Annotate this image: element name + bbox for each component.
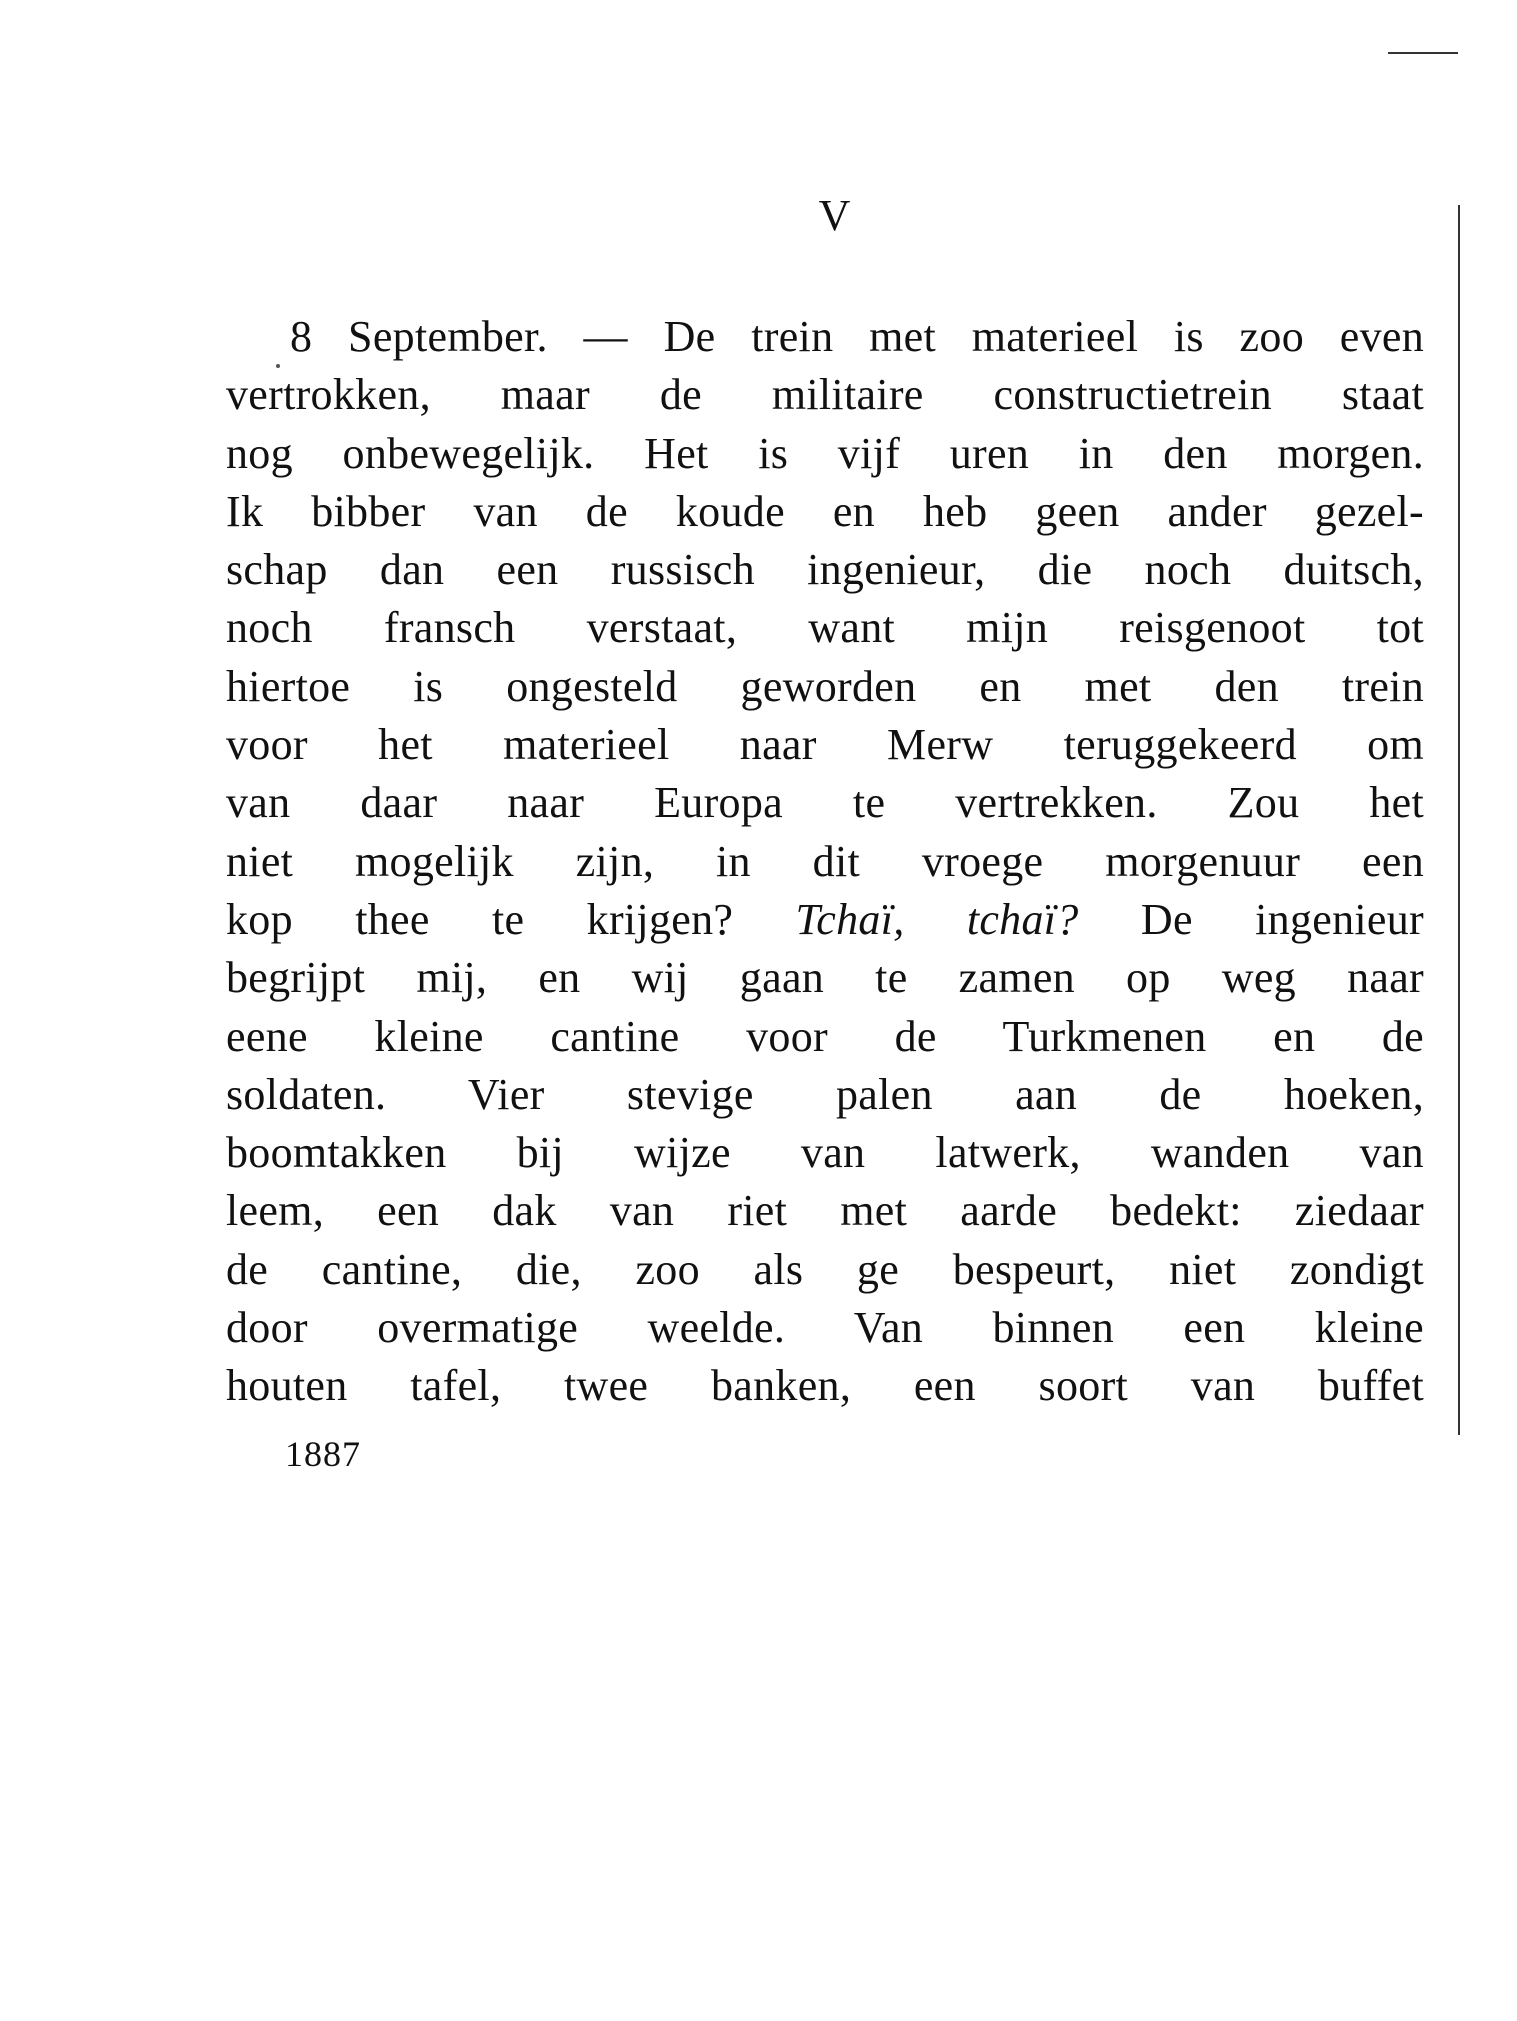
text-line: Ik bibber van de koude en heb geen ander gezel-: [226, 486, 1424, 536]
text-line: door overmatige weelde. Van binnen een kleine: [226, 1303, 1424, 1353]
text-line: soldaten. Vier stevige palen aan de hoeken,: [226, 1069, 1424, 1119]
text-line: van daar naar Europa te vertrekken. Zou het: [226, 778, 1424, 828]
text-line: boomtakken bij wijze van latwerk, wanden van: [226, 1128, 1424, 1178]
text-line: niet mogelijk zijn, in dit vroege morgenuur een: [226, 836, 1424, 886]
text-line: 8 September. — De trein met materieel is zoo even: [290, 312, 1424, 361]
chapter-heading: V: [818, 191, 852, 240]
text-line: hiertoe is ongesteld geworden en met den trein: [226, 661, 1424, 711]
text-segment: De ingenieur: [1078, 894, 1424, 944]
italic-exclamation: Tchaï, tchaï?: [795, 894, 1079, 944]
printer-signature-mark: 1887: [285, 1434, 361, 1474]
text-segment: kop thee te krijgen?: [226, 894, 796, 944]
text-line: begrijpt mij, en wij gaan te zamen op weg naar: [226, 953, 1424, 1003]
right-margin-rule: [1458, 205, 1460, 1435]
text-line: de cantine, die, zoo als ge bespeurt, niet zondigt: [226, 1244, 1424, 1294]
text-line-with-italic: [226, 891, 1424, 949]
text-line: voor het materieel naar Merw teruggekeerd om: [226, 720, 1424, 770]
text-line: nog onbewegelijk. Het is vijf uren in den morgen.: [226, 428, 1424, 478]
text-line: noch fransch verstaat, want mijn reisgenoot tot: [226, 603, 1424, 653]
text-line: eene kleine cantine voor de Turkmenen en de: [226, 1011, 1424, 1061]
body-text: [226, 308, 1424, 1416]
text-line: schap dan een russisch ingenieur, die noch duitsch,: [226, 545, 1424, 595]
text-line: houten tafel, twee banken, een soort van buffet: [226, 1361, 1424, 1411]
top-edge-rule: [1388, 52, 1458, 54]
text-line: vertrokken, maar de militaire constructietrein staat: [226, 370, 1424, 420]
text-line: leem, een dak van riet met aarde bedekt: ziedaar: [226, 1186, 1424, 1236]
